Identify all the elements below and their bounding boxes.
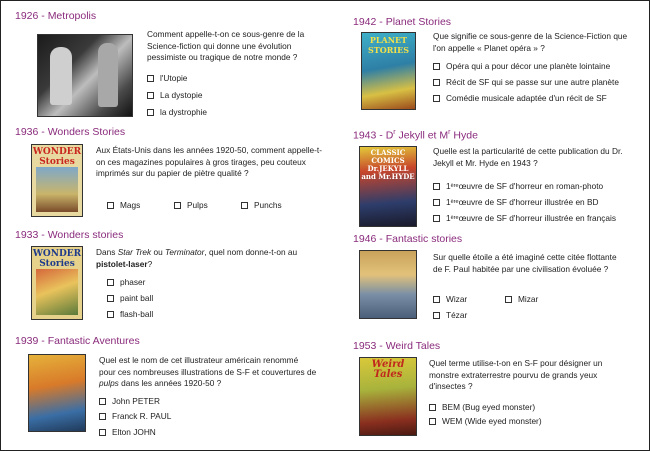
question-1933: Dans Star Trek ou Terminator, quel nom donne-t-on au pistolet-laser? [96,247,298,269]
checkbox[interactable] [107,202,114,209]
checkbox[interactable] [99,398,106,405]
checkbox[interactable] [433,95,440,102]
wonder-stories-cover-1936: WONDER Stories [31,144,83,217]
option-wem[interactable]: WEM (Wide eyed monster) [429,416,542,427]
checkbox[interactable] [147,92,154,99]
checkbox[interactable] [429,404,436,411]
question-1953: Quel terme utilise-t-on en S-F pour désigner un monstre extraterrestre pourvu de grands yeux d'insectes ? [429,358,603,392]
checkbox[interactable] [99,413,106,420]
question-1926: Comment appelle-t-on ce sous-genre de la Science-fiction qui donne une évolution pessimiste ou tragique de notre monde ? [147,29,305,63]
checkbox[interactable] [429,418,436,425]
option-franck-paul[interactable]: Franck R. PAUL [99,411,171,422]
checkbox[interactable] [107,295,114,302]
weird-tales-cover: Weird Tales [359,357,417,436]
option-punchs[interactable]: Punchs [241,200,282,211]
option-phaser[interactable]: phaser [107,277,145,288]
question-1943: Quelle est la particularité de cette publication du Dr. Jekyll et Mr. Hyde en 1943 ? [433,146,623,168]
option-comedie-musicale[interactable]: Comédie musicale adaptée d'un récit de SF [433,93,607,104]
question-1946: Sur quelle étoile a été imaginé cette citée flottante de F. Paul habitée par une civilisation évoluée ? [433,252,617,274]
checkbox[interactable] [241,202,248,209]
option-opera-planete[interactable]: Opéra qui a pour décor une planète lointaine [433,61,610,72]
question-1939: Quel est le nom de cet illustrateur américain renommé pour ces nombreuses illustrations de S-F et couvertures de pulps dans les années 1920-50 ? [99,355,317,389]
option-wizar[interactable]: Wizar [433,294,467,305]
fantastic-adventures-cover [28,354,86,432]
checkbox[interactable] [505,296,512,303]
floating-city-image [359,250,417,319]
wonder-stories-cover-1933: WONDER Stories [31,246,83,320]
section-header-1946: 1946 - Fantastic stories [353,233,463,245]
section-header-1939: 1939 - Fantastic Aventures [15,335,140,347]
option-john-peter[interactable]: John PETER [99,396,160,407]
option-pulps[interactable]: Pulps [174,200,208,211]
checkbox[interactable] [99,429,106,436]
section-header-1943: $1943 - D^r$ Jekyll et $M^r$ Hyde [353,129,478,142]
planet-stories-cover: PLANET STORIES [361,32,416,110]
option-paint-ball[interactable]: paint ball [107,293,153,304]
checkbox[interactable] [433,296,440,303]
option-recit-planete[interactable]: Récit de SF qui se passe sur une autre planète [433,77,619,88]
checkbox[interactable] [433,312,440,319]
option-utopie[interactable]: l'Utopie [147,73,187,84]
option-roman-photo[interactable]: 1 ère œuvre de SF d'horreur en roman-photo [433,181,603,192]
option-tezar[interactable]: Tézar [433,310,467,321]
classic-comics-cover: CLASSIC COMICS Dr.JEKYLL and Mr.HYDE [359,146,417,227]
section-header-1933: 1933 - Wonders stories [15,229,124,241]
checkbox[interactable] [433,215,440,222]
section-header-1953: 1953 - Weird Tales [353,340,441,352]
question-1942: Que signifie ce sous-genre de la Science-Fiction que l'on appelle « Planet opéra » ? [433,31,628,53]
checkbox[interactable] [147,109,154,116]
section-header-1926: 1926 - Metropolis [15,10,97,22]
option-mags[interactable]: Mags [107,200,140,211]
option-dystopie[interactable]: La dystopie [147,90,202,101]
option-francais[interactable]: 1 ère œuvre de SF d'horreur illustrée en français [433,213,616,224]
section-header-1936: 1936 - Wonders Stories [15,126,126,138]
question-1936: Aux États-Unis dans les années 1920-50, comment appelle-t-on ces magazines populaires à gros tirages, peu couteux imprimés sur du papier de piètre qualité ? [96,145,322,179]
checkbox[interactable] [433,183,440,190]
checkbox[interactable] [107,279,114,286]
checkbox[interactable] [433,63,440,70]
option-dystrophie[interactable]: la dystrophie [147,107,207,118]
option-bem[interactable]: BEM (Bug eyed monster) [429,402,535,413]
option-mizar[interactable]: Mizar [505,294,538,305]
option-flash-ball[interactable]: flash-ball [107,309,153,320]
checkbox[interactable] [174,202,181,209]
metropolis-image [37,34,133,117]
checkbox[interactable] [433,199,440,206]
checkbox[interactable] [147,75,154,82]
checkbox[interactable] [433,79,440,86]
option-bd[interactable]: 1 ère œuvre de SF d'horreur illustrée en BD [433,197,599,208]
section-header-1942: 1942 - Planet Stories [353,16,452,28]
checkbox[interactable] [107,311,114,318]
option-elton-john[interactable]: Elton JOHN [99,427,156,438]
